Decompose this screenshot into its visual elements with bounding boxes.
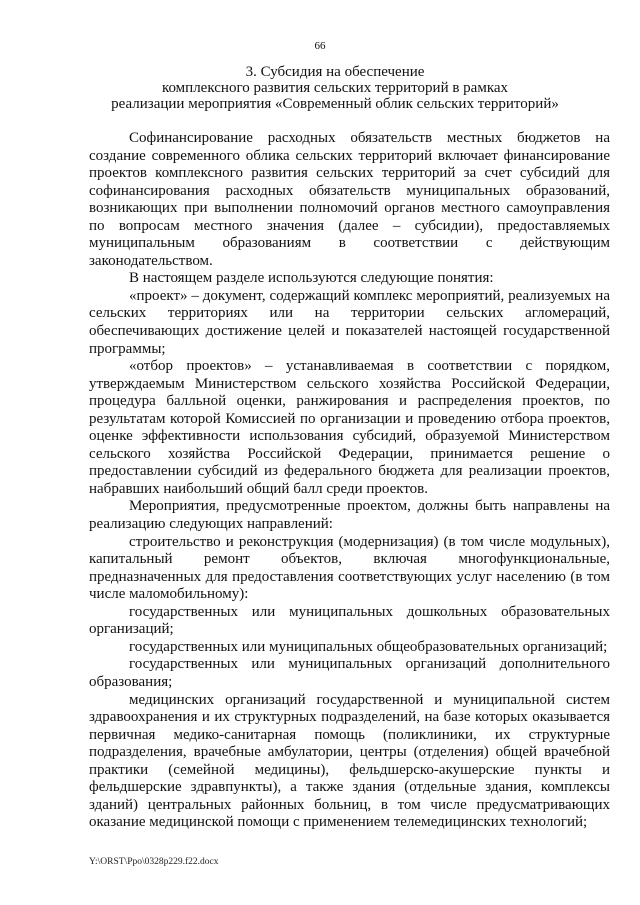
paragraph-directions-intro: Мероприятия, предусмотренные проектом, должны быть направлены на реализацию следующих направлений: bbox=[89, 498, 610, 533]
section-title-line: 3. Субсидия на обеспечение bbox=[245, 64, 425, 80]
paragraph-definition-selection: «отбор проектов» – устанавливаемая в соответствии с порядком, утверждаемым Министерством сельского хозяйства Российской Федерации, процедура балльной оценки, ранжирования и распределения проектов, по результатам которой Комиссией по организации и проведению отбора проектов, оценке эффективности использования субсидий, образуемой Министерством сельского хозяйства Российской Федерации, принимается решение о предоставлении субсидий из федерального бюджета для реализации проектов, набравших наибольший общий балл среди проектов. bbox=[89, 358, 610, 497]
paragraph-definitions-intro: В настоящем разделе используются следующие понятия: bbox=[129, 270, 494, 287]
page-number: 66 bbox=[314, 40, 326, 52]
paragraph-cofinancing: Софинансирование расходных обязательств местных бюджетов на создание современного облика сельских территорий включает финансирование проектов комплексного развития сельских территорий за счет субсидий для софинансирования расходных обязательств муниципальных образований, возникающих при выполнении полномочий органов местного самоуправления по вопросам местного значения (далее – субсидии), предоставляемых муниципальным образованиям в соответствии с действующим законодательством. bbox=[89, 130, 610, 269]
document-body bbox=[89, 130, 610, 832]
file-path-footer: Y:\ORST\Ppo\0328p229.f22.docx bbox=[89, 857, 219, 867]
paragraph-construction: строительство и реконструкция (модернизация) (в том числе модульных), капитальный ремонт объектов, включая многофункциональные, предназначенных для предоставления соответствующих услуг населению (в том числе маломобильному): bbox=[89, 533, 610, 603]
paragraph-medical: медицинских организаций государственной и муниципальной систем здравоохранения и их структурных подразделений, на базе которых оказывается первичная медико-санитарная помощь (поликлиники, их структурные подразделения, врачебные амбулатории, центры (отделения) общей врачебной практики (семейной медицины), фельдшерско-акушерские пункты и фельдшерские здравпункты), а также здания (отдельные здания, комплексы зданий) центральных районных больниц, в том числе предусматривающих оказание медицинской помощи с применением телемедицинских технологий; bbox=[89, 691, 610, 831]
section-title-line: комплексного развития сельских территорий в рамках bbox=[161, 80, 509, 96]
section-title-line: реализации мероприятия «Современный облик сельских территорий» bbox=[111, 96, 559, 112]
paragraph-preschool: государственных или муниципальных дошкольных образовательных организаций; bbox=[89, 603, 610, 638]
paragraph-definition-project: «проект» – документ, содержащий комплекс мероприятий, реализуемых на сельских территориях или на территории сельских агломераций, обеспечивающих достижение целей и показателей настоящей государственной программы; bbox=[89, 287, 610, 357]
section-title bbox=[70, 64, 600, 112]
paragraph-general-education: государственных или муниципальных общеобразовательных организаций; bbox=[129, 638, 608, 655]
paragraph-additional-education: государственных или муниципальных организаций дополнительного образования; bbox=[89, 656, 610, 690]
